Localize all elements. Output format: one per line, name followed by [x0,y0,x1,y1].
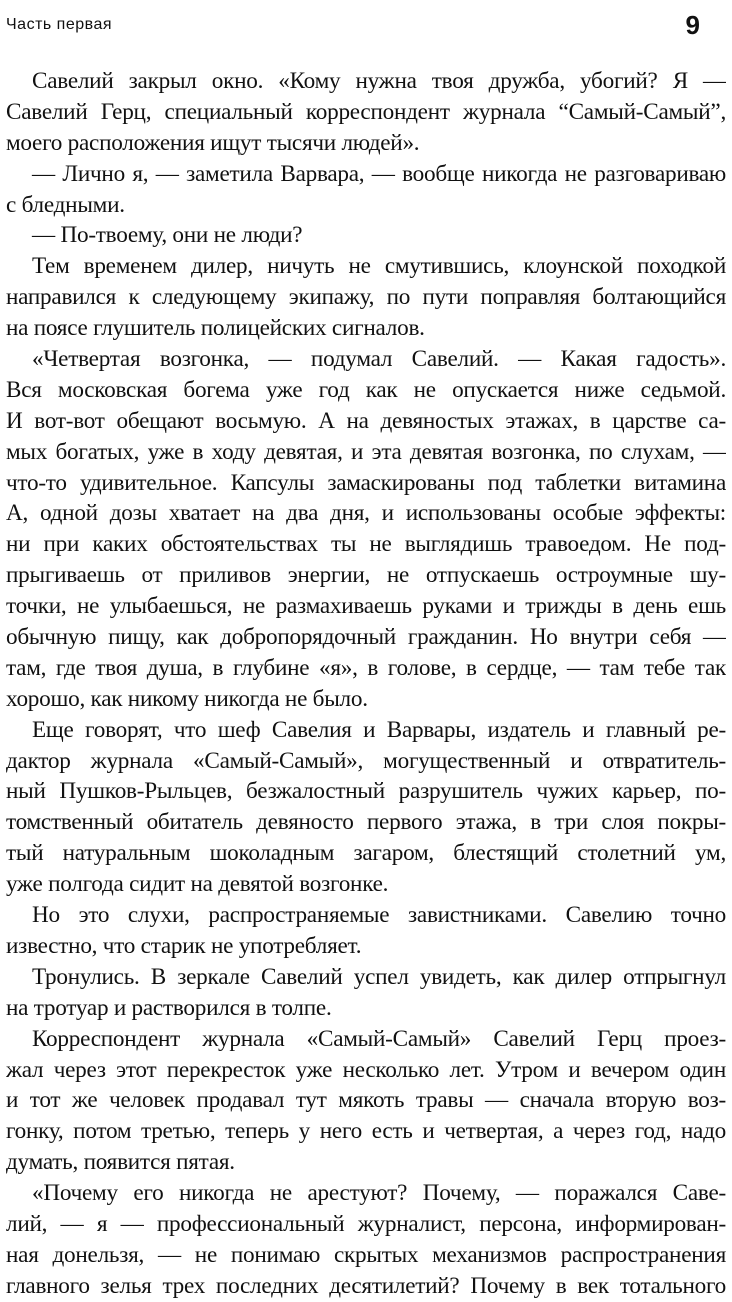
paragraph [6,1178,726,1302]
text-line: томственный обитатель девяносто первого этажа, в три слоя покры- [6,809,726,836]
paragraph [6,1024,726,1178]
text-line: хорошо, как никому никогда не было. [6,685,368,712]
text-line: Савелий закрыл окно. «Кому нужна твоя дружба, убогий? Я — [32,68,726,94]
text-line: что-то удивительное. Капсулы замаскированы под таблетки витамина [6,469,726,496]
text-line: известно, что старик не употребляет. [6,932,362,959]
body-text [6,66,726,1302]
text-line: «Четвертая возгонка, — подумал Савелий. — Какая гадость». [32,346,726,373]
text-line: Тронулись. В зеркале Савелий успел увидеть, как дилер отпрыгнул [32,963,726,990]
text-line: Еще говорят, что шеф Савелия и Варвары, издатель и главный ре- [32,716,726,743]
text-line: моего расположения ищут тысячи людей». [6,129,420,156]
text-line: уже полгода сидит на девятой возгонке. [6,871,389,898]
paragraph [6,962,726,1024]
text-line: лий, — я — профессиональный журналист, персона, информирован- [6,1210,726,1237]
text-line: Тем временем дилер, ничуть не смутившись, клоунской походкой [32,253,726,280]
section-title: Часть первая [6,16,113,33]
text-line: обычную пищу, как добропорядочный гражданин. Но внутри себя — [6,624,726,651]
text-line: гонку, потом третью, теперь у него есть и четвертая, а через год, надо [6,1118,726,1145]
text-line: Савелий Герц, специальный корреспондент журнала “Самый-Самый”, [6,98,726,125]
text-line: и тот же человек продавал тут мякоть травы — сначала вторую воз- [6,1087,726,1114]
paragraph [6,66,726,159]
text-line: «Почему его никогда не арестуют? Почему, — поражался Саве- [32,1180,726,1207]
text-line: главного зелья трех последних десятилетий? Почему в век тотального [6,1272,726,1299]
text-line: — Лично я, — заметила Варвара, — вообще никогда не разговариваю [32,160,726,187]
text-line: с бледными. [6,191,125,218]
text-line: думать, появится пятая. [6,1149,235,1176]
page-number: 9 [685,10,700,40]
text-line: — По-твоему, они не люди? [32,222,303,249]
paragraph [6,159,726,221]
text-line: Вся московская богема уже год как не опускается ниже седьмой. [6,376,726,403]
text-line: ная донельзя, — не понимаю скрытых механизмов распространения [6,1241,726,1268]
text-line: ный Пушков-Рыльцев, безжалостный разрушитель чужих карьер, по- [6,778,726,805]
text-line: на поясе глушитель полицейских сигналов. [6,315,425,342]
text-line: Но это слухи, распространяемые завистниками. Савелию точно [32,902,726,929]
text-line: направился к следующему экипажу, по пути поправляя болтающийся [6,284,726,311]
paragraph [6,900,726,962]
text-line: тый натуральным шоколадным загаром, блестящий столетний ум, [6,840,726,867]
text-line: там, где твоя душа, в глубине «я», в голове, в сердце, — там тебе так [6,654,726,681]
text-line: жал через этот перекресток уже несколько лет. Утром и вечером один [6,1056,726,1083]
text-line: прыгиваешь от приливов энергии, не отпускаешь остроумные шу- [6,562,726,589]
running-header [6,10,726,44]
text-line: на тротуар и растворился в толпе. [6,994,332,1021]
paragraph [6,251,726,344]
paragraph [6,715,726,900]
text-line: ни при каких обстоятельствах ты не выглядишь травоедом. Не под- [6,531,726,558]
text-line: Корреспондент журнала «Самый-Самый» Савелий Герц проез- [32,1025,726,1052]
text-line: А, одной дозы хватает на два дня, и использованы особые эффекты: [6,500,726,527]
text-line: мых богатых, уже в ходу девятая, и эта девятая возгонка, по слухам, — [6,438,726,465]
paragraph [6,220,726,251]
text-line: дактор журнала «Самый-Самый», могущественный и отвратитель- [6,747,726,774]
paragraph [6,344,726,715]
text-line: точки, не улыбаешься, не размахиваешь руками и трижды в день ешь [6,593,726,620]
text-line: И вот-вот обещают восьмую. А на девяностых этажах, в царстве са- [6,407,726,434]
